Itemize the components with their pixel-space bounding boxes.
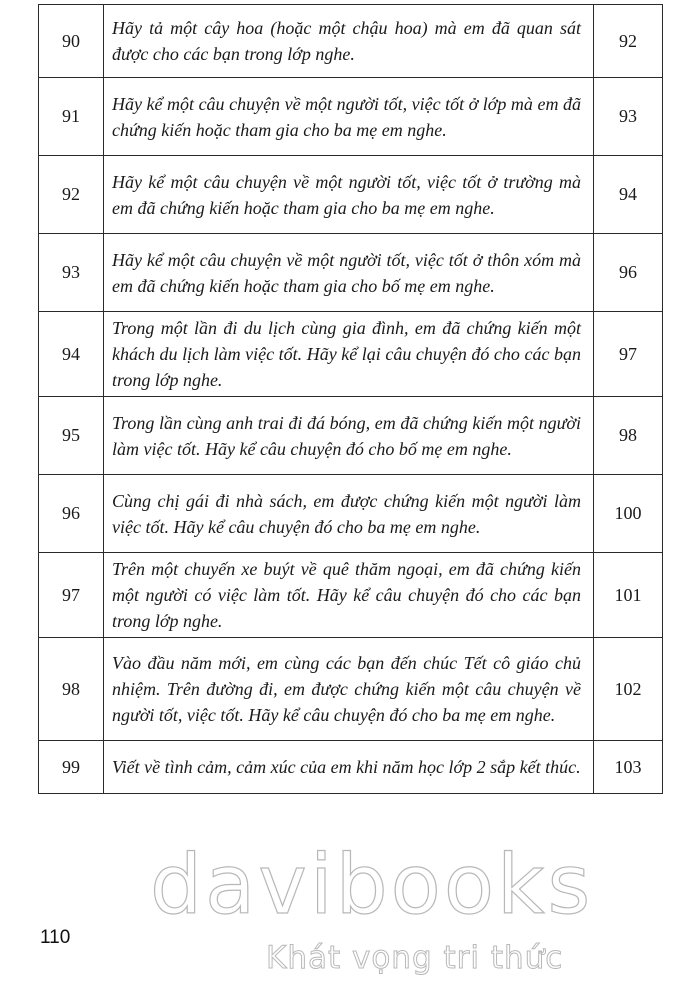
row-page: 93 [594,78,663,156]
table-row [39,78,663,156]
row-number: 94 [39,312,104,397]
row-title: Vào đầu năm mới, em cùng các bạn đến chúc Tết cô giáo chủ nhiệm. Trên đường đi, em được chứng kiến một câu chuyện về người tốt, việc tốt. Hãy kể câu chuyện đó cho ba mẹ em nghe. [104,638,594,741]
row-page: 96 [594,234,663,312]
row-title: Cùng chị gái đi nhà sách, em được chứng kiến một người làm việc tốt. Hãy kể câu chuyện đó cho ba mẹ em nghe. [104,475,594,553]
row-number: 97 [39,553,104,638]
row-title: Hãy tả một cây hoa (hoặc một chậu hoa) mà em đã quan sát được cho các bạn trong lớp nghe. [104,5,594,78]
table-row [39,741,663,794]
row-title: Trên một chuyến xe buýt về quê thăm ngoại, em đã chứng kiến một người có việc làm tốt. Hãy kể câu chuyện đó cho các bạn trong lớp nghe. [104,553,594,638]
table-row [39,312,663,397]
row-title: Trong một lần đi du lịch cùng gia đình, em đã chứng kiến một khách du lịch làm việc tốt. Hãy kể lại câu chuyện đó cho các bạn trong lớp nghe. [104,312,594,397]
watermark-brand: davibooks [150,838,594,933]
watermark-logo [150,838,594,985]
watermark-slogan: Khát vọng tri thức [266,940,564,976]
row-page: 101 [594,553,663,638]
row-number: 91 [39,78,104,156]
row-page: 94 [594,156,663,234]
row-number: 90 [39,5,104,78]
row-title: Viết về tình cảm, cảm xúc của em khi năm học lớp 2 sắp kết thúc. [104,741,594,794]
row-number: 93 [39,234,104,312]
row-number: 95 [39,397,104,475]
table-row [39,156,663,234]
row-page: 100 [594,475,663,553]
row-page: 98 [594,397,663,475]
table-row [39,638,663,741]
page-number: 110 [40,927,71,948]
row-number: 96 [39,475,104,553]
row-page: 102 [594,638,663,741]
row-number: 92 [39,156,104,234]
table-row [39,397,663,475]
row-page: 97 [594,312,663,397]
table-row [39,475,663,553]
table-row [39,5,663,78]
row-title: Trong lần cùng anh trai đi đá bóng, em đã chứng kiến một người làm việc tốt. Hãy kể câu chuyện đó cho bố mẹ em nghe. [104,397,594,475]
contents-table [38,4,663,794]
table-row [39,234,663,312]
row-title: Hãy kể một câu chuyện về một người tốt, việc tốt ở trường mà em đã chứng kiến hoặc tham gia cho ba mẹ em nghe. [104,156,594,234]
row-page: 92 [594,5,663,78]
row-number: 99 [39,741,104,794]
table-row [39,553,663,638]
row-title: Hãy kể một câu chuyện về một người tốt, việc tốt ở lớp mà em đã chứng kiến hoặc tham gia cho ba mẹ em nghe. [104,78,594,156]
row-title: Hãy kể một câu chuyện về một người tốt, việc tốt ở thôn xóm mà em đã chứng kiến hoặc tham gia cho bố mẹ em nghe. [104,234,594,312]
row-number: 98 [39,638,104,741]
row-page: 103 [594,741,663,794]
